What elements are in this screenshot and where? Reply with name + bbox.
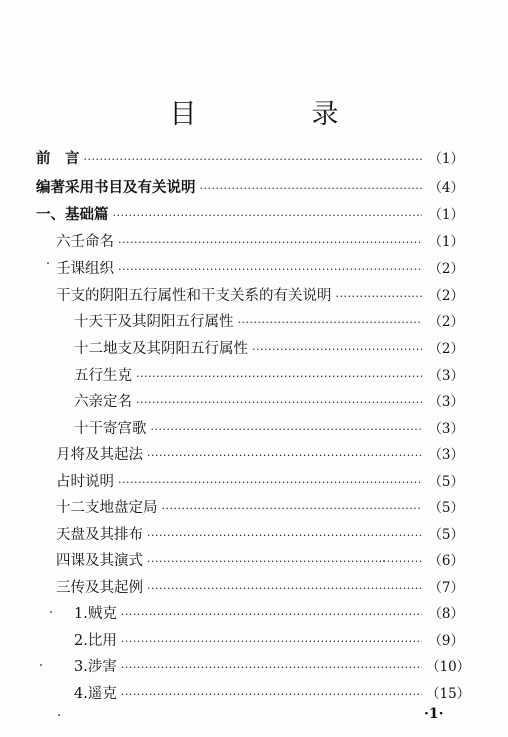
dot-leader [162, 502, 423, 515]
dot-leader [238, 316, 423, 329]
toc-entry-label: 十天干及其阴阳五行属性 [74, 314, 234, 330]
toc-entry [56, 257, 464, 279]
toc-entry [74, 682, 471, 704]
dot-leader [113, 209, 423, 222]
toc-entry-page: （6） [428, 553, 464, 569]
dot-leader [121, 688, 422, 701]
dot-leader [151, 423, 423, 436]
dot-leader [118, 476, 422, 489]
toc-entry-page: （1） [428, 234, 464, 250]
dot-leader [147, 449, 422, 462]
toc-entry-page: （15） [426, 686, 471, 702]
toc-entry-label: 一、基础篇 [36, 206, 109, 223]
dot-leader [118, 236, 422, 249]
toc-entry [74, 602, 464, 624]
scan-speck [383, 560, 385, 562]
dot-leader [121, 608, 422, 621]
toc-entry-page: （2） [428, 341, 464, 357]
scan-speck [47, 262, 49, 264]
toc-entry-page: （5） [428, 474, 464, 490]
toc-entry-label: 前 言 [36, 150, 80, 167]
toc-entry [56, 230, 464, 252]
toc-entry-label: 月将及其起法 [56, 447, 143, 463]
scan-speck [58, 714, 60, 716]
toc-entry [56, 576, 464, 598]
toc-entry-label: 四课及其演式 [56, 553, 143, 569]
dot-leader [147, 529, 422, 542]
toc-entry-page: （2） [428, 288, 464, 304]
toc-entry [36, 176, 464, 198]
toc-entry-label: 天盘及其排布 [56, 527, 143, 543]
toc-entry-page: （4） [428, 180, 464, 196]
scan-speck [50, 611, 52, 613]
toc-entry-page: （3） [428, 394, 464, 410]
toc-entry [74, 417, 464, 439]
toc-entry-label: 十二支地盘定局 [56, 500, 158, 516]
toc-entry-page: （1） [428, 151, 464, 167]
dot-leader [136, 370, 422, 383]
toc-entry [74, 337, 464, 359]
dot-leader [147, 555, 422, 568]
dot-leader [252, 343, 422, 356]
dot-leader [84, 153, 423, 166]
toc-entry [36, 147, 464, 169]
scan-speck [40, 664, 42, 666]
toc-entry [74, 390, 464, 412]
page-title: 目 录 [169, 99, 383, 130]
toc-entry-label: 壬课组织 [56, 261, 114, 277]
toc-entry-label: 占时说明 [56, 474, 114, 490]
toc-entry [56, 523, 464, 545]
toc-entry-page: （1） [428, 207, 464, 223]
toc-entry-label: 十干寄宫歌 [74, 421, 147, 437]
toc-entry-label: 五行生克 [74, 368, 132, 384]
dot-leader [200, 182, 423, 195]
dot-leader [118, 263, 422, 276]
toc-entry [74, 364, 464, 386]
toc-entry-label: 三传及其起例 [56, 580, 143, 596]
dot-leader [336, 290, 423, 303]
toc-entry-page: （7） [428, 580, 464, 596]
toc-entry [74, 655, 471, 677]
toc-entry [56, 470, 464, 492]
toc-entry-label: 干支的阴阳五行属性和干支关系的有关说明 [56, 288, 332, 304]
toc-entry-label: 六亲定名 [74, 394, 132, 410]
dot-leader [121, 635, 422, 648]
toc-entry [74, 310, 464, 332]
toc-entry-label: 1.贼克 [74, 606, 117, 622]
toc-entry-page: （2） [428, 261, 464, 277]
toc-entry [56, 496, 464, 518]
toc-entry-page: （5） [428, 527, 464, 543]
toc-entry [56, 284, 464, 306]
dot-leader [147, 582, 422, 595]
toc-entry-label: 编著采用书目及有关说明 [36, 179, 196, 196]
toc-entry-page: （9） [428, 633, 464, 649]
toc-entry [36, 203, 464, 225]
toc-entry-page: （10） [426, 659, 471, 675]
toc-entry-page: （5） [428, 500, 464, 516]
dot-leader [136, 396, 422, 409]
toc-entry-label: 4.遥克 [74, 686, 117, 702]
toc-entry [74, 629, 464, 651]
toc-entry-label: 十二地支及其阴阳五行属性 [74, 341, 248, 357]
toc-entry-label: 3.涉害 [74, 659, 117, 675]
page-number: ·1· [424, 706, 444, 722]
toc-entry-page: （3） [428, 368, 464, 384]
toc-entry-label: 六壬命名 [56, 234, 114, 250]
toc-entry [56, 443, 464, 465]
dot-leader [121, 661, 422, 674]
toc-entry-page: （2） [428, 314, 464, 330]
toc-entry-label: 2.比用 [74, 633, 117, 649]
toc-entry-page: （3） [428, 447, 464, 463]
toc-entry [56, 549, 464, 571]
toc-entry-page: （8） [428, 606, 464, 622]
toc-entry-page: （3） [428, 421, 464, 437]
